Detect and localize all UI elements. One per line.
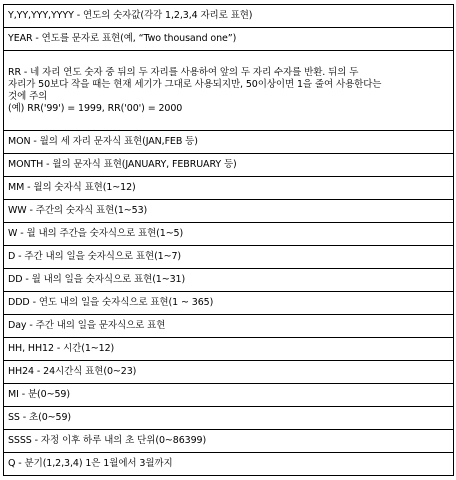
table-row xyxy=(4,131,454,154)
table-row xyxy=(4,200,454,223)
cell-line: 자리가 50보다 작을 때는 현재 세기가 그대로 사용되지만, 50이상이면 1을 줄여 사용한다는 xyxy=(8,78,382,90)
table-cell: D - 주간 내의 일을 숫자식으로 표현(1~7) xyxy=(4,246,454,269)
table-cell: Q - 분기(1,2,3,4) 1은 1월에서 3월까지 xyxy=(4,453,454,476)
table-cell: DD - 월 내의 일을 숫자식으로 표현(1~31) xyxy=(4,269,454,292)
table-cell xyxy=(4,51,454,131)
table-cell: Y,YY,YYY,YYYY - 연도의 숫자값(각각 1,2,3,4 자리로 표현) xyxy=(4,5,454,28)
table-row xyxy=(4,407,454,430)
table-row xyxy=(4,154,454,177)
table-cell: Day - 주간 내의 일을 문자식으로 표현 xyxy=(4,315,454,338)
table-row xyxy=(4,292,454,315)
table-cell: MI - 분(0~59) xyxy=(4,384,454,407)
cell-line: (예) RR('99') = 1999, RR('00') = 2000 xyxy=(8,102,183,114)
table-cell: HH24 - 24시간식 표현(0~23) xyxy=(4,361,454,384)
table-row xyxy=(4,177,454,200)
table-row xyxy=(4,269,454,292)
table-row xyxy=(4,246,454,269)
table-row xyxy=(4,338,454,361)
table-cell: MON - 월의 세 자리 문자식 표현(JAN,FEB 등) xyxy=(4,131,454,154)
table-row xyxy=(4,430,454,453)
table-row xyxy=(4,51,454,131)
table-cell: MM - 월의 숫자식 표현(1~12) xyxy=(4,177,454,200)
table-cell: W - 월 내의 주간을 숫자식으로 표현(1~5) xyxy=(4,223,454,246)
table-cell: HH, HH12 - 시간(1~12) xyxy=(4,338,454,361)
table-cell: YEAR - 연도를 문자로 표현(예, “Two thousand one”) xyxy=(4,28,454,51)
cell-line: 것에 주의 xyxy=(8,90,48,102)
table-row xyxy=(4,361,454,384)
date-format-table xyxy=(3,4,454,476)
table-row xyxy=(4,223,454,246)
table-cell: SS - 초(0~59) xyxy=(4,407,454,430)
table-row xyxy=(4,28,454,51)
table-row xyxy=(4,5,454,28)
table-row xyxy=(4,453,454,476)
table-row xyxy=(4,384,454,407)
table-cell: SSSS - 자정 이후 하루 내의 초 단위(0~86399) xyxy=(4,430,454,453)
cell-line: RR - 네 자리 연도 숫자 중 뒤의 두 자리를 사용하여 앞의 두 자리 수자를 반환. 뒤의 두 xyxy=(8,66,359,78)
table-row xyxy=(4,315,454,338)
table-cell: WW - 주간의 숫자식 표현(1~53) xyxy=(4,200,454,223)
table-cell: DDD - 연도 내의 일을 숫자식으로 표현(1 ~ 365) xyxy=(4,292,454,315)
table-cell: MONTH - 월의 문자식 표현(JANUARY, FEBRUARY 등) xyxy=(4,154,454,177)
